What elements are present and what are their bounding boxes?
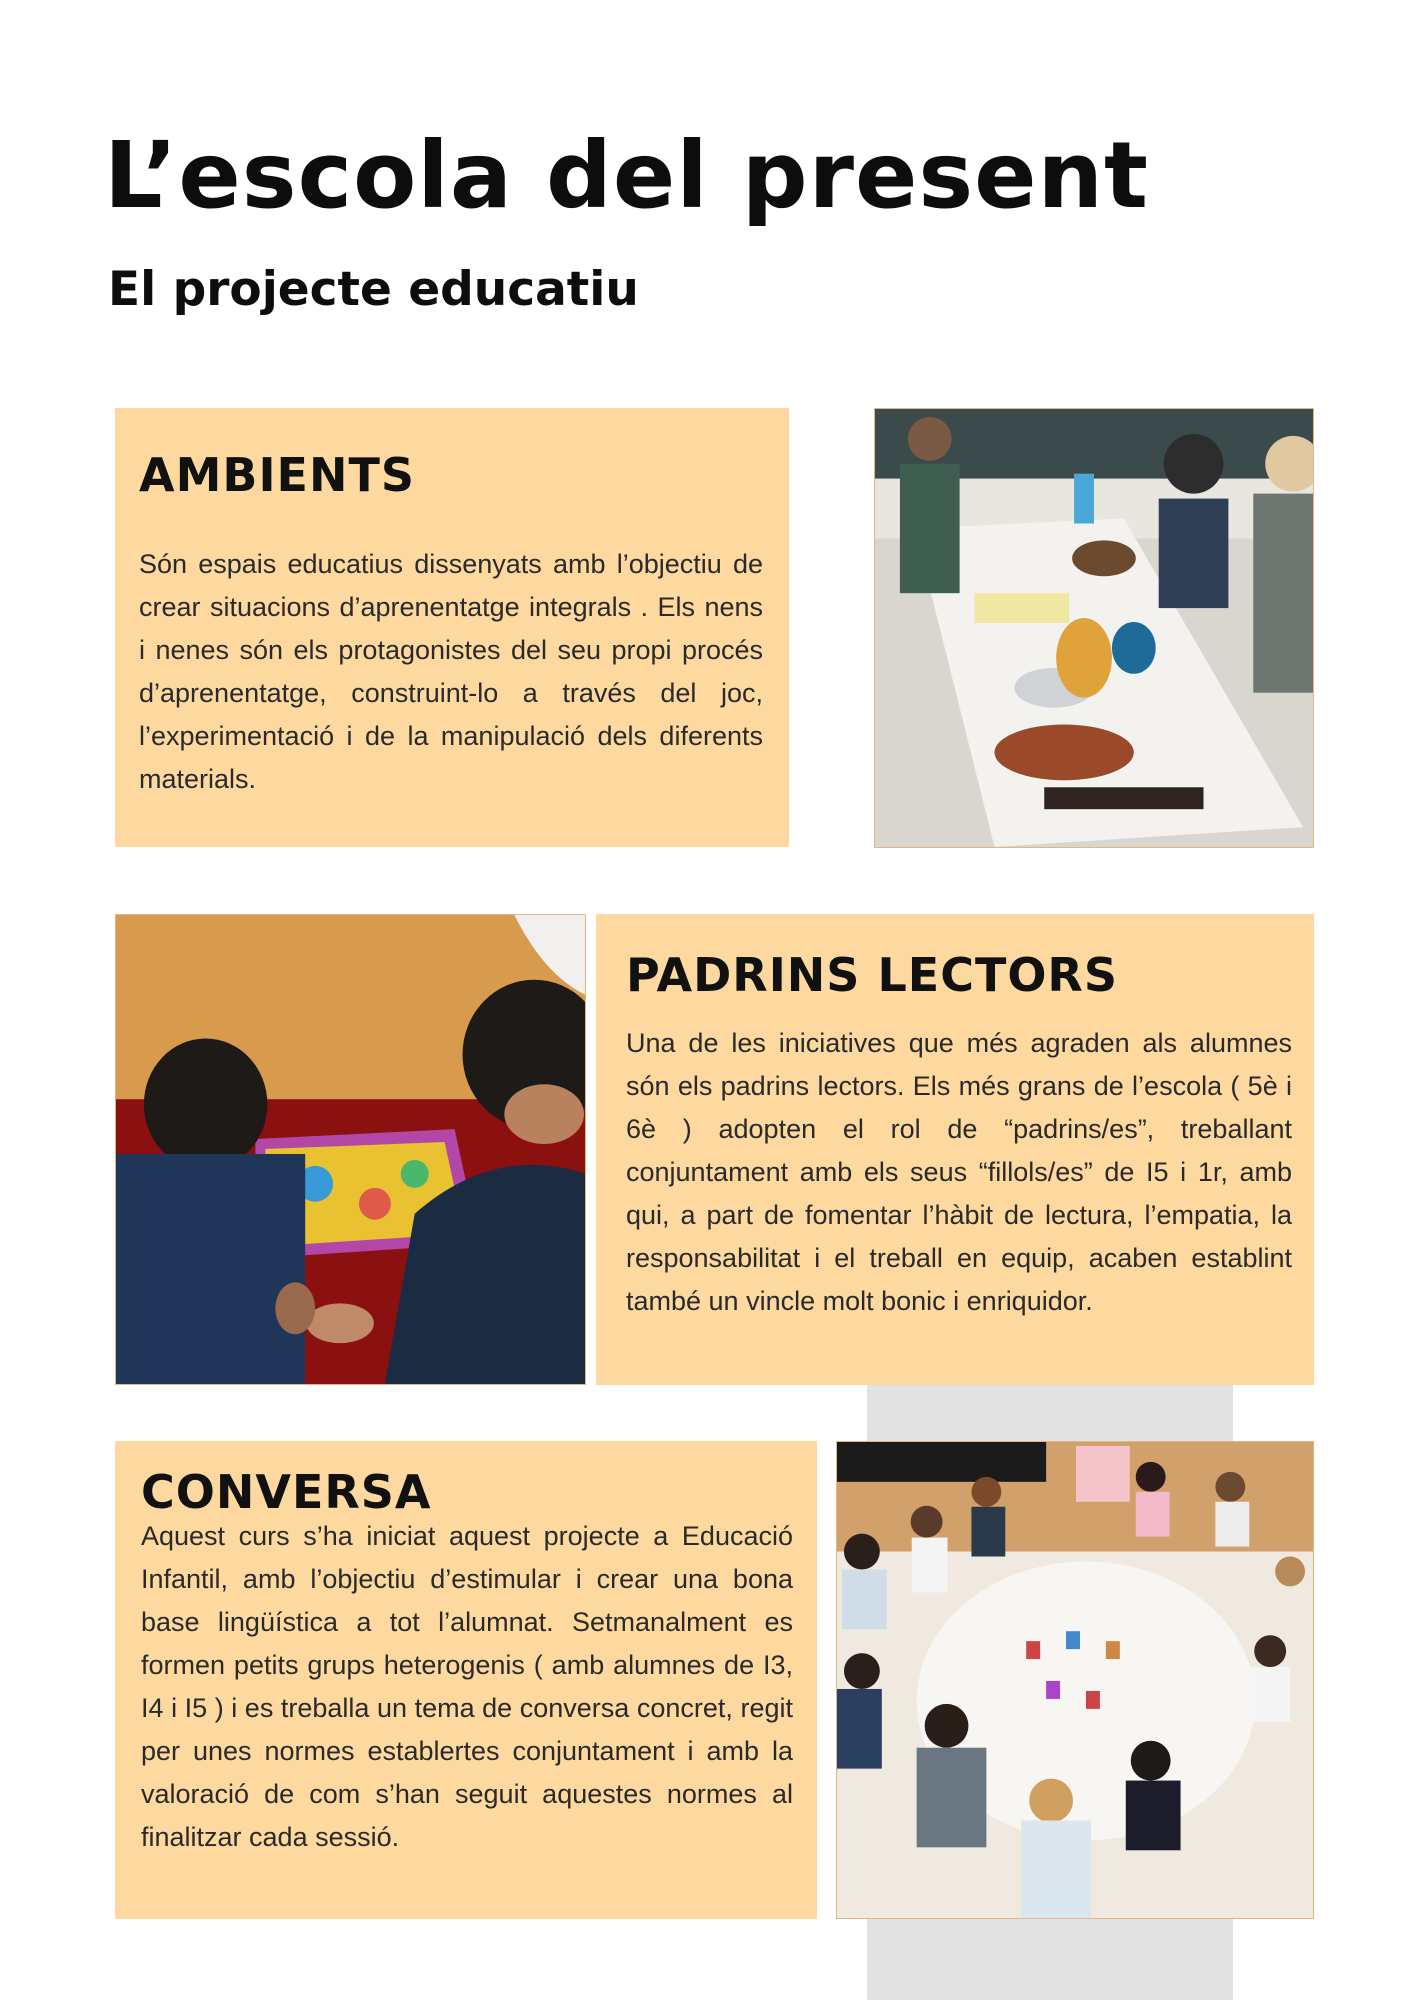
ambients-card (115, 408, 789, 847)
padrins-photo (115, 914, 586, 1385)
ambients-photo (874, 408, 1314, 848)
page-title: L’escola del present (104, 122, 1150, 229)
padrins-text: Una de les iniciatives que més agraden als alumnes són els padrins lectors. Els més grans de l’escola ( 5è i 6è ) adopten el rol de “padrins/es”, treballant conjuntament amb els seus “fillols/es” de I5 i 1r, amb qui, a part de fomentar l’hàbit de lectura, l’empatia, la responsabilitat i el treball en equip, acaben establint també un vincle molt bonic i enriquidor. (626, 1028, 1292, 1316)
padrins-card (596, 914, 1314, 1385)
ambients-text: Són espais educatius dissenyats amb l’objectiu de crear situacions d’aprenentatge integrals . Els nens i nenes són els protagonistes del seu propi procés d’aprenentatge, construint-lo a través del joc, l’experimentació i de la manipulació dels diferents materials. (139, 549, 763, 794)
conversa-heading: CONVERSA (141, 1465, 432, 1519)
conversa-photo (836, 1441, 1314, 1919)
conversa-text: Aquest curs s’ha iniciat aquest projecte a Educació Infantil, amb l’objectiu d’estimular i crear una bona base lingüística a tot l’alumnat. Setmanalment es formen petits grups heterogenis ( amb alumnes de I3, I4 i I5 ) i es treballa un tema de conversa concret, regit per unes normes establertes conjuntament i amb la valoració de com s’han seguit aquestes normes al finalitzar cada sessió. (141, 1521, 793, 1852)
padrins-heading: PADRINS LECTORS (626, 948, 1118, 1002)
ambients-heading: AMBIENTS (139, 448, 415, 502)
conversa-card (115, 1441, 817, 1919)
page-subtitle: El projecte educatiu (108, 262, 639, 317)
